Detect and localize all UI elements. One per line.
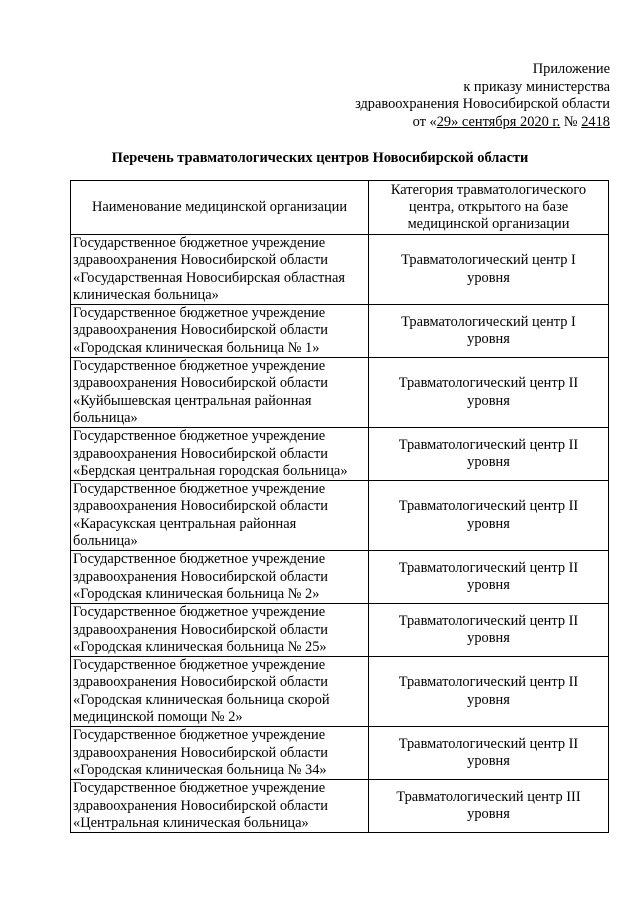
- center-category-line: уровня: [467, 454, 510, 471]
- organization-name-line: Государственное бюджетное учреждение: [73, 780, 326, 797]
- organization-name-line: «Городская клиническая больница № 2»: [73, 585, 320, 602]
- table-row: [71, 481, 609, 551]
- organization-name-line: «Бердская центральная городская больница»: [73, 462, 348, 479]
- center-category-line: уровня: [467, 392, 510, 409]
- center-category-cell: [369, 551, 609, 604]
- table-row: [71, 358, 609, 428]
- organization-name-line: Государственное бюджетное учреждение: [73, 305, 326, 322]
- table-row: [71, 551, 609, 604]
- appendix-line-3: здравоохранения Новосибирской области: [355, 96, 610, 112]
- trauma-centers-table: [70, 180, 609, 833]
- order-number: 2418: [581, 113, 610, 130]
- organization-name-cell: [71, 358, 369, 428]
- appendix-block: [250, 61, 610, 131]
- organization-name-line: здравоохранения Новосибирской области: [73, 498, 328, 515]
- center-category-line: Травматологический центр II: [398, 498, 579, 515]
- center-category-cell: [369, 235, 609, 305]
- organization-name-line: Государственное бюджетное учреждение: [73, 428, 326, 445]
- center-category-line: Травматологический центр I: [401, 313, 576, 330]
- organization-name-line: здравоохранения Новосибирской области: [73, 797, 328, 814]
- organization-name-line: Государственное бюджетное учреждение: [73, 727, 326, 744]
- center-category-line: уровня: [467, 806, 510, 823]
- organization-name-line: здравоохранения Новосибирской области: [73, 621, 328, 638]
- center-category-cell: [369, 305, 609, 358]
- organization-name-cell: [71, 235, 369, 305]
- order-day: 29: [436, 113, 452, 130]
- organization-name-line: «Центральная клиническая больница»: [73, 814, 309, 831]
- center-category-line: Травматологический центр II: [398, 375, 579, 392]
- order-month-year: сентября 2020 г.: [461, 113, 561, 130]
- organization-name-cell: [71, 604, 369, 657]
- organization-name-cell: [71, 780, 369, 833]
- center-category-line: Травматологический центр II: [398, 436, 579, 453]
- organization-name-line: клиническая больница»: [73, 286, 219, 303]
- organization-name-cell: [71, 305, 369, 358]
- center-category-cell: [369, 481, 609, 551]
- center-category-line: Травматологический центр II: [398, 612, 579, 629]
- order-mid: »: [451, 113, 462, 130]
- organization-name-line: здравоохранения Новосибирской области: [73, 322, 328, 339]
- center-category-cell: [369, 358, 609, 428]
- center-category-line: Травматологический центр II: [398, 674, 579, 691]
- header-category: Категория травматологического центра, открытого на базе медицинской организации: [369, 181, 609, 235]
- table-row: [71, 235, 609, 305]
- organization-name-line: Государственное бюджетное учреждение: [73, 358, 326, 375]
- organization-name-cell: [71, 657, 369, 727]
- appendix-line-2: к приказу министерства: [463, 78, 610, 95]
- organization-name-cell: [71, 481, 369, 551]
- center-category-cell: [369, 657, 609, 727]
- organization-name-line: здравоохранения Новосибирской области: [73, 744, 328, 761]
- table-row: [71, 428, 609, 481]
- appendix-line-1: Приложение: [532, 61, 610, 77]
- organization-name-line: «Куйбышевская центральная районная: [73, 392, 312, 409]
- center-category-line: уровня: [467, 515, 510, 532]
- order-number-sign: №: [560, 113, 582, 130]
- organization-name-line: здравоохранения Новосибирской области: [73, 375, 328, 392]
- center-category-line: уровня: [467, 753, 510, 770]
- organization-name-line: больница»: [73, 533, 138, 550]
- center-category-line: уровня: [467, 269, 510, 286]
- center-category-cell: [369, 727, 609, 780]
- organization-name-line: Государственное бюджетное учреждение: [73, 657, 326, 674]
- organization-name-cell: [71, 727, 369, 780]
- organization-name-line: Государственное бюджетное учреждение: [73, 481, 326, 498]
- organization-name-line: «Карасукская центральная районная: [73, 515, 297, 532]
- organization-name-line: Государственное бюджетное учреждение: [73, 604, 326, 621]
- center-category-cell: [369, 780, 609, 833]
- table-row: [71, 727, 609, 780]
- organization-name-line: Государственное бюджетное учреждение: [73, 235, 326, 251]
- center-category-line: уровня: [467, 331, 510, 348]
- table-row: [71, 780, 609, 833]
- center-category-cell: [369, 428, 609, 481]
- table-row: [71, 657, 609, 727]
- organization-name-line: здравоохранения Новосибирской области: [73, 568, 328, 585]
- organization-name-line: здравоохранения Новосибирской области: [73, 674, 328, 691]
- organization-name-line: «Городская клиническая больница № 34»: [73, 761, 327, 778]
- center-category-line: уровня: [467, 691, 510, 708]
- organization-name-line: здравоохранения Новосибирской области: [73, 445, 328, 462]
- table-row: [71, 305, 609, 358]
- organization-name-cell: [71, 428, 369, 481]
- organization-name-line: Государственное бюджетное учреждение: [73, 551, 326, 568]
- center-category-line: Травматологический центр I: [401, 252, 576, 269]
- center-category-line: Травматологический центр II: [398, 735, 579, 752]
- center-category-line: Травматологический центр II: [398, 559, 579, 576]
- organization-name-line: больница»: [73, 409, 138, 426]
- table-body: [71, 235, 609, 833]
- organization-name-line: «Городская клиническая больница № 25»: [73, 638, 327, 655]
- organization-name-line: «Городская клиническая больница скорой: [73, 691, 330, 708]
- header-organization: Наименование медицинской организации: [71, 181, 369, 235]
- organization-name-cell: [71, 551, 369, 604]
- center-category-line: уровня: [467, 577, 510, 594]
- table-header-row: [71, 181, 609, 235]
- order-prefix: от «: [412, 113, 437, 130]
- center-category-line: Травматологический центр III: [396, 788, 581, 805]
- center-category-cell: [369, 604, 609, 657]
- table-row: [71, 604, 609, 657]
- organization-name-line: «Городская клиническая больница № 1»: [73, 339, 320, 356]
- order-reference: [250, 114, 610, 132]
- organization-name-line: «Государственная Новосибирская областная: [73, 269, 345, 286]
- document-title: Перечень травматологических центров Новосибирской области: [111, 150, 529, 166]
- organization-name-line: здравоохранения Новосибирской области: [73, 252, 328, 269]
- organization-name-line: медицинской помощи № 2»: [73, 709, 243, 726]
- center-category-line: уровня: [467, 630, 510, 647]
